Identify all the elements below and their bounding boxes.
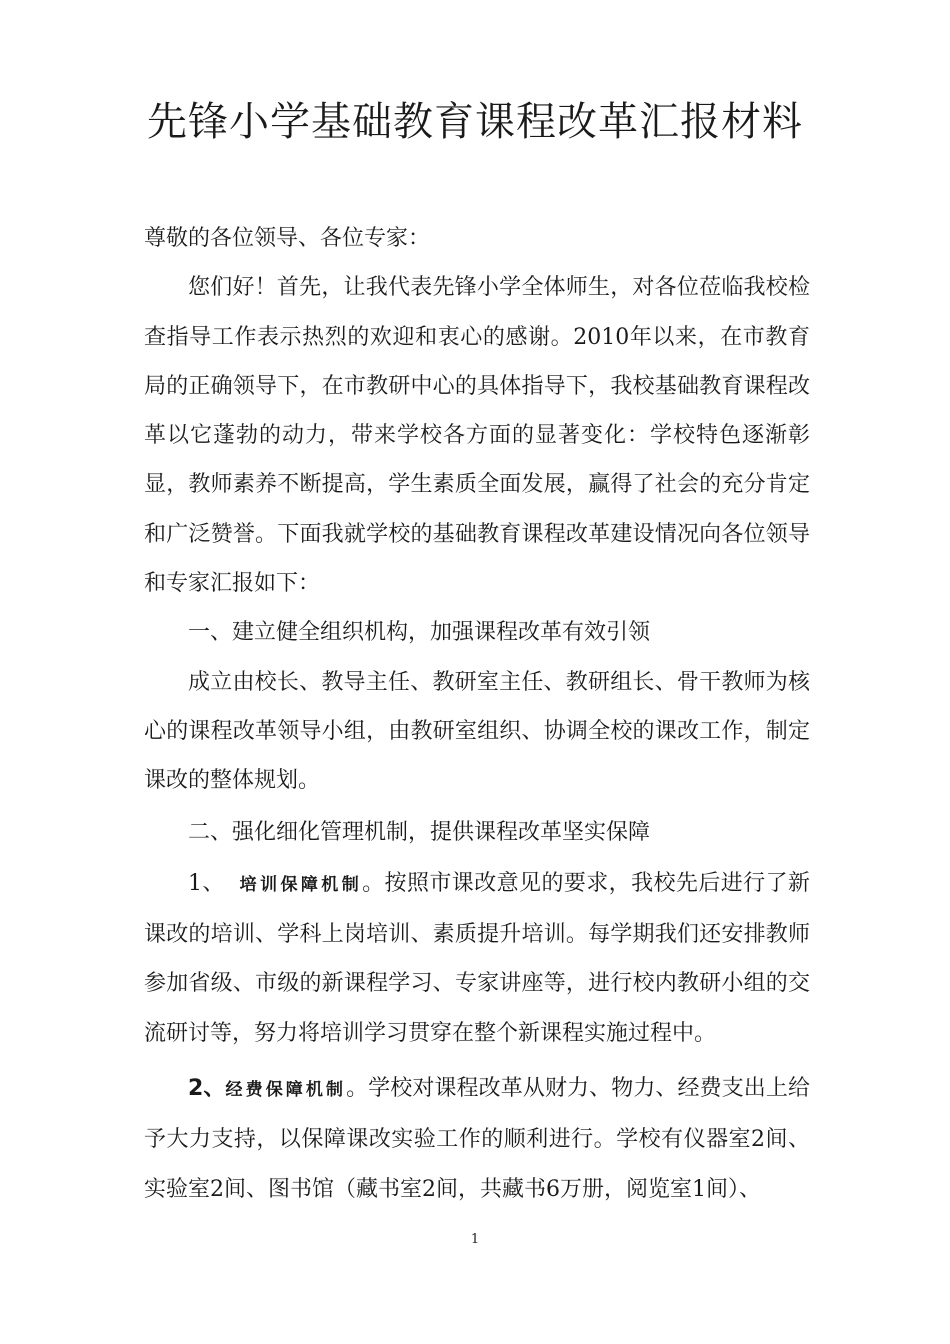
item2-number: 2、 — [188, 1076, 226, 1102]
intro-paragraph: 您们好！首先，让我代表先锋小学全体师生，对各位莅临我校检查指导工作表示热烈的欢迎和衷心的感谢。2010年以来，在市教育局的正确领导下，在市教研中心的具体指导下，我校基础教育课程改革以它蓬勃的动力，带来学校各方面的显著变化：学校特色逐渐彰显，教师素养不断提高，学生素质全面发展，赢得了社会的充分肯定和广泛赞誉。下面我就学校的基础教育课程改革建设情况向各位领导和专家汇报如下： — [144, 275, 810, 597]
document-title: 先锋小学基础教育课程改革汇报材料 — [147, 99, 803, 145]
item2-body: 。学校对课程改革从财力、物力、经费支出上给予大力支持，以保障课改实验工作的顺利进行。学校有仪器室2间、实验室2间、图书馆（藏书室2间，共藏书6万册，阅览室1间）、 — [144, 1076, 810, 1202]
section2-heading: 二、强化细化管理机制，提供课程改革坚实保障 — [188, 819, 651, 845]
item1-title: 培训保障机制 — [239, 874, 363, 895]
section1-heading: 一、建立健全组织机构，加强课程改革有效引领 — [188, 620, 651, 646]
item2-paragraph — [144, 1064, 810, 1214]
item1-number: 1、 — [188, 870, 225, 896]
section1-body: 成立由校长、教导主任、教研室主任、教研组长、骨干教师为核心的课程改革领导小组，由教研室组织、协调全校的课改工作，制定课改的整体规划。 — [144, 669, 810, 794]
item1-paragraph — [144, 859, 810, 1058]
document-body — [144, 214, 810, 1214]
page-number: 1 — [470, 1232, 480, 1247]
item1-body: 。按照市课改意见的要求，我校先后进行了新课改的培训、学科上岗培训、素质提升培训。每学期我们还安排教师参加省级、市级的新课程学习、专家讲座等，进行校内教研小组的交流研讨等，努力将培训学习贯穿在整个新课程实施过程中。 — [144, 870, 810, 1046]
salutation: 尊敬的各位领导、各位专家： — [144, 226, 431, 251]
item2-title: 经费保障机制 — [225, 1080, 347, 1101]
